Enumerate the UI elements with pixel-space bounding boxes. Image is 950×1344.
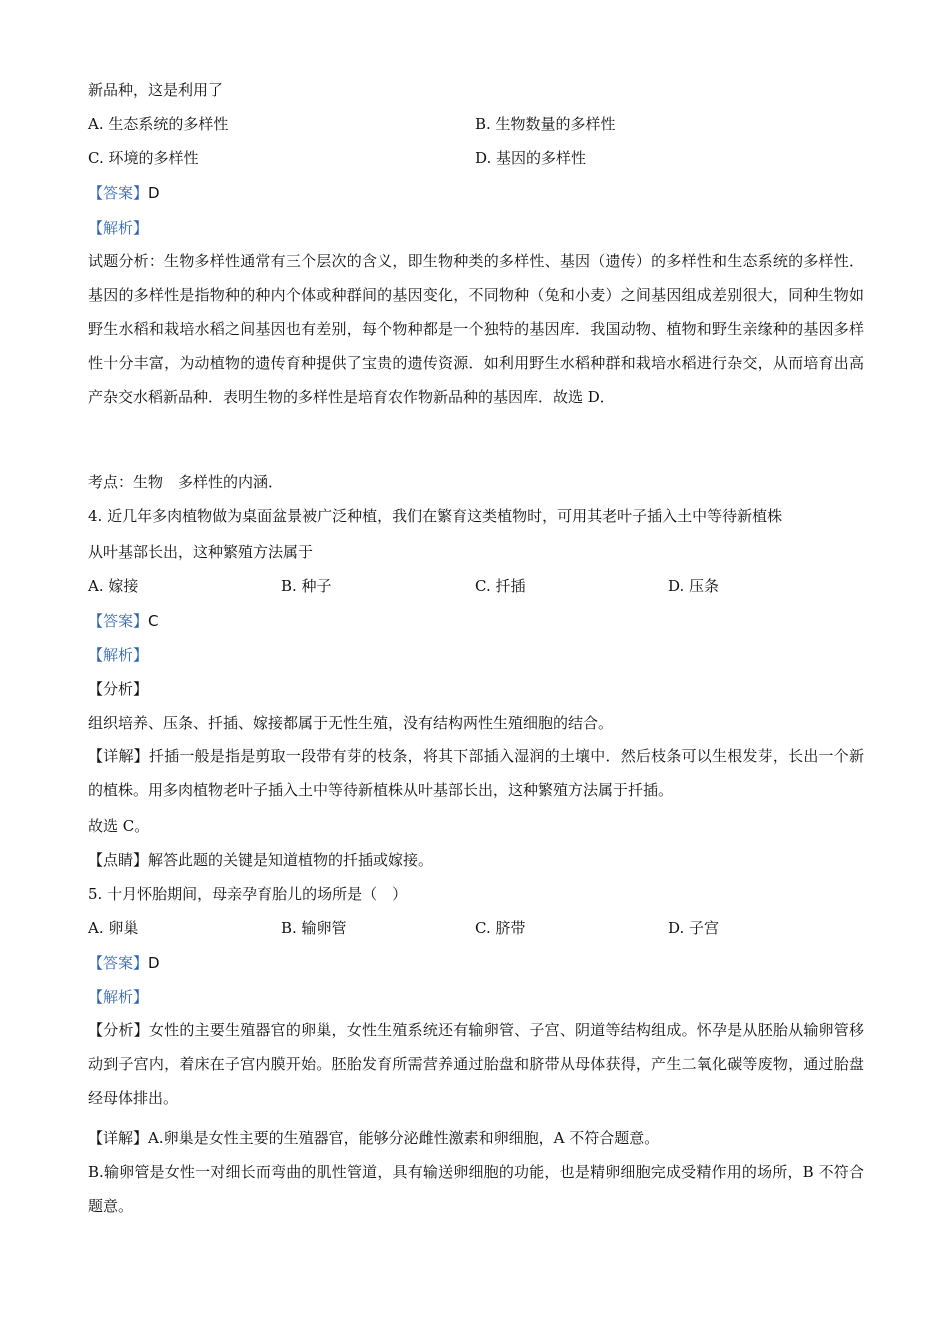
- q4-option-c: C. 扦插: [475, 577, 526, 595]
- q4-xiangjie: [88, 739, 864, 807]
- xiangjie-text: 扦插一般是指是剪取一段带有芽的枝条，将其下部插入湿润的土壤中．然后枝条可以生根发芽，长出一个新的植株。用多肉植物老叶子插入土中等待新植株从叶基部长出，这种繁殖方法属于扦插。: [88, 747, 864, 799]
- q4-guxuan: 故选 C。: [88, 817, 150, 835]
- q4-fenxi-tag: 【分析】: [88, 680, 149, 698]
- answer-value: D: [148, 954, 160, 972]
- answer-tag: 【答案】: [88, 612, 149, 630]
- q4-stem-line2: 从叶基部长出，这种繁殖方法属于: [88, 543, 314, 561]
- q3-stem-tail: 新品种，这是利用了: [88, 81, 224, 99]
- q4-option-b: B. 种子: [281, 577, 332, 595]
- q5-fenxi: [88, 1013, 864, 1115]
- fenxi-text: 女性的主要生殖器官的卵巢，女性生殖系统还有输卵管、子宫、阴道等结构组成。怀孕是从胚胎从输卵管移动到子宫内，着床在子宫内膜开始。胚胎发育所需营养通过胎盘和脐带从母体获得，产生二氧化碳等废物，通过胎盘经母体排出。: [88, 1021, 864, 1107]
- q3-option-a: A. 生态系统的多样性: [88, 115, 229, 133]
- q5-xiangjie-b: B.输卵管是女性一对细长而弯曲的肌性管道，具有输送卵细胞的功能，也是精卵细胞完成受精作用的场所，B 不符合题意。: [88, 1163, 864, 1215]
- dianjing-tag: 【点睛】: [88, 851, 149, 869]
- q3-kaodian: 考点：生物 多样性的内涵．: [88, 473, 284, 491]
- q5-option-c: C. 脐带: [475, 919, 526, 937]
- xiangjie-tag: 【详解】: [88, 1129, 149, 1147]
- q5-xiangjie-a: [88, 1128, 659, 1148]
- q5-answer: [88, 953, 160, 973]
- q4-dianjing: [88, 850, 433, 870]
- q3-answer: [88, 183, 160, 203]
- q5-analysis-tag: 【解析】: [88, 988, 149, 1006]
- xiangjie-a-text: A.卵巢是女性主要的生殖器官，能够分泌雌性激素和卵细胞，A 不符合题意。: [148, 1129, 660, 1147]
- q4-answer: [88, 611, 159, 631]
- q4-stem-line1: 4. 近几年多肉植物做为桌面盆景被广泛种植，我们在繁育这类植物时，可用其老叶子插入土中等待新植株: [88, 507, 783, 525]
- q5-option-a: A. 卵巢: [88, 919, 139, 937]
- q4-analysis-tag: 【解析】: [88, 646, 149, 664]
- answer-value: D: [148, 184, 160, 202]
- q3-analysis: 试题分析：生物多样性通常有三个层次的含义，即生物种类的多样性、基因（遗传）的多样性和生态系统的多样性．基因的多样性是指物种的种内个体或种群间的基因变化，不同物种（兔和小麦）之间基因组成差别很大，同种生物如野生水稻和栽培水稻之间基因也有差别，每个物种都是一个独特的基因库．我国动物、植物和野生亲缘种的基因多样性十分丰富，为动植物的遗传育种提供了宝贵的遗传资源．如利用野生水稻种群和栽培水稻进行杂交，从而培育出高产杂交水稻新品种．表明生物的多样性是培育农作物新品种的基因库．故选 D．: [88, 252, 864, 406]
- q3-option-b: B. 生物数量的多样性: [475, 115, 616, 133]
- q3-option-d: D. 基因的多样性: [475, 149, 587, 167]
- q3-analysis-tag: 【解析】: [88, 219, 149, 237]
- answer-tag: 【答案】: [88, 184, 149, 202]
- q5-option-d: D. 子宫: [668, 919, 720, 937]
- answer-value: C: [148, 612, 159, 630]
- q4-fenxi: 组织培养、压条、扦插、嫁接都属于无性生殖，没有结构两性生殖细胞的结合。: [88, 714, 614, 732]
- q4-option-d: D. 压条: [668, 577, 720, 595]
- fenxi-tag: 【分析】: [88, 1021, 149, 1039]
- q4-option-a: A. 嫁接: [88, 577, 139, 595]
- xiangjie-tag: 【详解】: [88, 747, 149, 765]
- q5-stem: 5. 十月怀胎期间，母亲孕育胎儿的场所是（ ）: [88, 885, 408, 903]
- answer-tag: 【答案】: [88, 954, 149, 972]
- q5-option-b: B. 输卵管: [281, 919, 347, 937]
- q3-option-c: C. 环境的多样性: [88, 149, 199, 167]
- dianjing-text: 解答此题的关键是知道植物的扦插或嫁接。: [148, 851, 434, 869]
